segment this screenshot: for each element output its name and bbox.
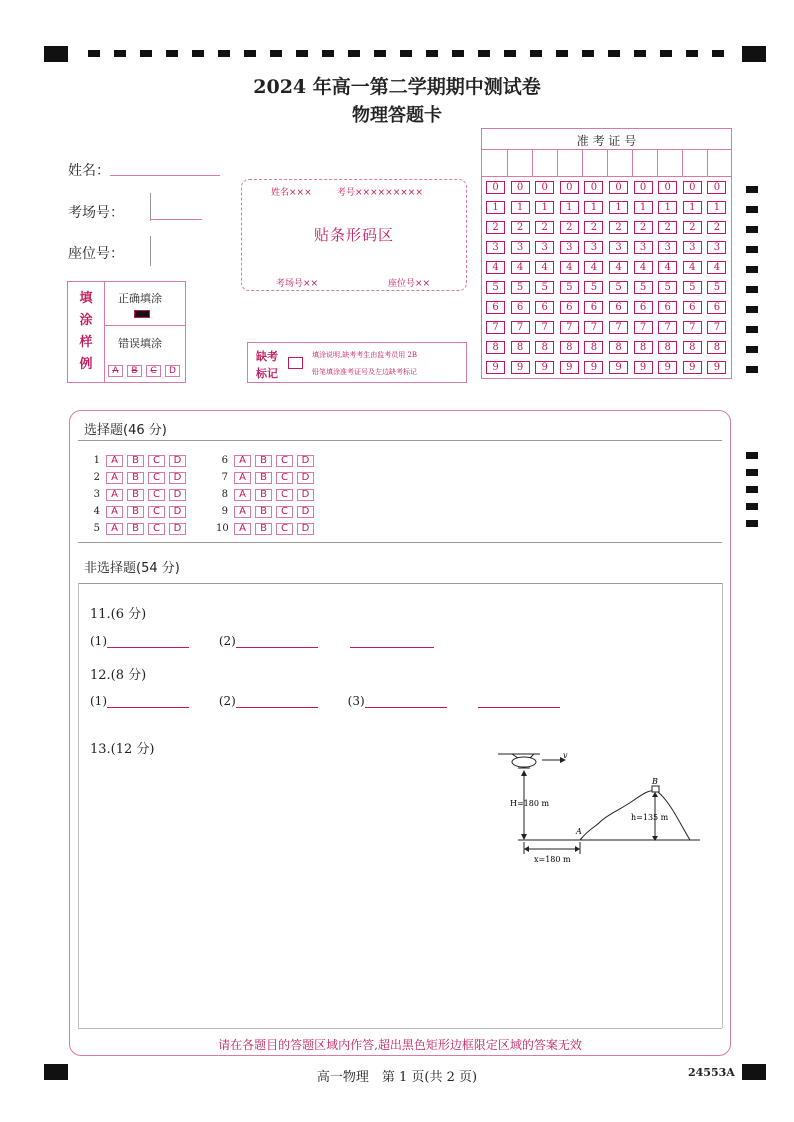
exam-id-bubble[interactable]: 1 xyxy=(486,201,505,214)
choice-question-number: 10 xyxy=(216,523,229,534)
choice-option-bubble[interactable]: B xyxy=(255,455,272,467)
exam-id-bubble[interactable]: 9 xyxy=(609,361,628,374)
q12-part-3b-blank[interactable] xyxy=(478,707,560,708)
timing-dash xyxy=(192,50,204,57)
choice-option-bubble[interactable]: B xyxy=(255,506,272,518)
exam-id-bubble[interactable]: 4 xyxy=(707,261,726,274)
choice-option-bubble[interactable]: D xyxy=(297,455,314,467)
timing-dash xyxy=(660,50,672,57)
exam-id-bubble[interactable]: 4 xyxy=(511,261,530,274)
exam-id-bubble[interactable]: 5 xyxy=(535,281,554,294)
exam-id-bubble[interactable]: 9 xyxy=(707,361,726,374)
choice-option-bubble[interactable]: A xyxy=(106,455,123,467)
choice-option-bubble[interactable]: C xyxy=(148,489,165,501)
corner-mark-top-left xyxy=(44,46,68,62)
timing-mark xyxy=(746,206,758,213)
exam-id-bubble[interactable]: 1 xyxy=(658,201,677,214)
choice-option-bubble[interactable]: A xyxy=(234,472,251,484)
choice-option-bubble[interactable]: D xyxy=(297,489,314,501)
choice-option-bubble[interactable]: C xyxy=(148,472,165,484)
distance-label: x=180 m xyxy=(534,855,571,864)
exam-id-write-cell[interactable] xyxy=(632,149,657,176)
timing-mark xyxy=(746,286,758,293)
exam-id-bubble[interactable]: 0 xyxy=(707,181,726,194)
exam-id-bubble[interactable]: 8 xyxy=(511,341,530,354)
choice-option-bubble[interactable]: B xyxy=(127,523,144,535)
exam-id-bubble[interactable]: 6 xyxy=(535,301,554,314)
exam-id-bubble[interactable]: 4 xyxy=(560,261,579,274)
exam-id-bubble[interactable]: 3 xyxy=(560,241,579,254)
exam-id-bubble[interactable]: 1 xyxy=(683,201,702,214)
exam-id-bubble[interactable]: 0 xyxy=(535,181,554,194)
choice-option-bubble[interactable]: C xyxy=(276,455,293,467)
exam-id-bubble[interactable]: 5 xyxy=(609,281,628,294)
hill-height-label: h=135 m xyxy=(631,813,669,822)
exam-id-bubble[interactable]: 5 xyxy=(658,281,677,294)
q12-part-2-blank[interactable] xyxy=(236,707,318,708)
exam-id-bubble[interactable]: 9 xyxy=(486,361,505,374)
q12-part-2-label: (2) xyxy=(218,694,236,708)
timing-dash xyxy=(348,50,360,57)
exam-id-bubble[interactable]: 3 xyxy=(486,241,505,254)
timing-mark xyxy=(746,326,758,333)
exam-id-bubble[interactable]: 6 xyxy=(511,301,530,314)
choice-answer-grid xyxy=(88,448,388,534)
choice-option-bubble[interactable]: B xyxy=(127,455,144,467)
height-label: H=180 m xyxy=(510,799,550,808)
exam-id-bubble[interactable]: 8 xyxy=(535,341,554,354)
exam-id-bubble[interactable]: 7 xyxy=(658,321,677,334)
exam-id-bubble[interactable]: 4 xyxy=(683,261,702,274)
exam-id-bubble[interactable]: 0 xyxy=(609,181,628,194)
choice-option-bubble[interactable]: D xyxy=(169,523,186,535)
choice-option-bubble[interactable]: D xyxy=(169,472,186,484)
exam-id-write-cell[interactable] xyxy=(557,149,582,176)
exam-id-bubble[interactable]: 8 xyxy=(560,341,579,354)
timing-mark xyxy=(746,520,758,527)
choice-question-row xyxy=(88,516,190,535)
timing-dash xyxy=(244,50,256,57)
wrong-fill-mark: C xyxy=(146,365,161,377)
timing-mark xyxy=(746,469,758,476)
exam-id-bubble[interactable]: 3 xyxy=(658,241,677,254)
choice-option-bubble[interactable]: D xyxy=(297,523,314,535)
answer-notice: 请在各题目的答题区域内作答,超出黑色矩形边框限定区域的答案无效 xyxy=(218,1038,582,1052)
footer-code: 24553A xyxy=(688,1066,735,1079)
exam-id-bubble[interactable]: 8 xyxy=(634,341,653,354)
timing-dash xyxy=(270,50,282,57)
exam-id-bubble[interactable]: 0 xyxy=(683,181,702,194)
exam-id-write-cell[interactable] xyxy=(532,149,557,176)
exam-id-bubble[interactable]: 2 xyxy=(707,221,726,234)
choice-question-number: 8 xyxy=(221,489,228,500)
timing-dash xyxy=(166,50,178,57)
timing-dash xyxy=(634,50,646,57)
absent-label-line2: 标记 xyxy=(256,367,278,380)
exam-id-bubbles xyxy=(482,181,731,381)
fill-sample-side-char: 样 xyxy=(79,335,93,350)
timing-mark xyxy=(746,186,758,193)
exam-id-bubble[interactable]: 2 xyxy=(560,221,579,234)
choice-option-bubble[interactable]: A xyxy=(234,489,251,501)
exam-id-bubble[interactable]: 8 xyxy=(609,341,628,354)
exam-id-bubble[interactable]: 6 xyxy=(707,301,726,314)
exam-id-bubble[interactable]: 5 xyxy=(486,281,505,294)
absent-note-line1: 填涂说明,缺考考生由监考员用 2B xyxy=(312,351,418,359)
timing-dash xyxy=(140,50,152,57)
exam-id-write-cell[interactable] xyxy=(482,149,507,176)
timing-mark xyxy=(746,346,758,353)
timing-dash xyxy=(452,50,464,57)
absent-note-line2: 铅笔填涂准考证号及左边缺考标记 xyxy=(312,368,417,376)
timing-mark xyxy=(746,306,758,313)
choice-question-number: 1 xyxy=(93,455,100,466)
wrong-fill-mark: A xyxy=(108,365,123,377)
exam-id-title: 准 考 证 号 xyxy=(576,134,637,148)
choice-question-row xyxy=(216,516,318,535)
room-label: 考场号： xyxy=(68,205,124,221)
choice-option-bubble[interactable]: A xyxy=(234,523,251,535)
choice-option-bubble[interactable]: B xyxy=(127,472,144,484)
exam-id-bubble[interactable]: 0 xyxy=(486,181,505,194)
exam-id-bubble[interactable]: 6 xyxy=(634,301,653,314)
timing-mark xyxy=(746,226,758,233)
exam-id-bubble[interactable]: 3 xyxy=(707,241,726,254)
exam-id-box xyxy=(481,128,732,379)
exam-title: 2024 年高一第二学期期中测试卷 xyxy=(253,76,541,98)
exam-id-bubble[interactable]: 3 xyxy=(609,241,628,254)
q12-part-3-label: (3) xyxy=(347,694,365,708)
choice-option-bubble[interactable]: A xyxy=(106,506,123,518)
barcode-name-field: 姓名××× xyxy=(271,188,312,198)
exam-id-bubble[interactable]: 7 xyxy=(683,321,702,334)
absent-checkbox[interactable] xyxy=(288,357,303,369)
choice-option-bubble[interactable]: B xyxy=(255,472,272,484)
exam-id-bubble[interactable]: 7 xyxy=(634,321,653,334)
exam-id-bubble[interactable]: 9 xyxy=(535,361,554,374)
q12-answer-row xyxy=(90,694,560,708)
timing-dash xyxy=(478,50,490,57)
exam-id-bubble[interactable]: 6 xyxy=(584,301,603,314)
exam-id-bubble[interactable]: 4 xyxy=(486,261,505,274)
exam-id-bubble[interactable]: 2 xyxy=(584,221,603,234)
timing-dash xyxy=(218,50,230,57)
exam-id-bubble[interactable]: 1 xyxy=(584,201,603,214)
choice-question-number: 6 xyxy=(221,455,228,466)
exam-id-bubble[interactable]: 1 xyxy=(634,201,653,214)
choice-option-bubble[interactable]: A xyxy=(106,472,123,484)
timing-dash xyxy=(608,50,620,57)
timing-dash xyxy=(400,50,412,57)
exam-id-bubble[interactable]: 8 xyxy=(658,341,677,354)
timing-mark xyxy=(746,486,758,493)
barcode-area xyxy=(241,179,467,291)
point-b-label: B xyxy=(652,777,658,786)
choice-question-number: 9 xyxy=(221,506,228,517)
exam-id-bubble[interactable]: 7 xyxy=(560,321,579,334)
exam-id-bubble[interactable]: 4 xyxy=(535,261,554,274)
timing-dash xyxy=(322,50,334,57)
exam-id-bubble[interactable]: 2 xyxy=(535,221,554,234)
q12-part-1-label: (1) xyxy=(90,694,107,708)
barcode-seat-field: 座位号×× xyxy=(388,279,431,289)
q11-title: 11.(6 分) xyxy=(90,607,147,622)
exam-id-bubble[interactable]: 4 xyxy=(609,261,628,274)
fill-sample-side-char: 涂 xyxy=(79,313,93,328)
exam-subtitle: 物理答题卡 xyxy=(352,105,442,126)
exam-id-bubble[interactable]: 9 xyxy=(658,361,677,374)
exam-id-write-cell[interactable] xyxy=(507,149,532,176)
choice-option-bubble[interactable]: D xyxy=(169,455,186,467)
timing-dash xyxy=(582,50,594,57)
choice-option-bubble[interactable]: B xyxy=(127,489,144,501)
choice-question-number: 2 xyxy=(93,472,100,483)
exam-id-bubble[interactable]: 6 xyxy=(486,301,505,314)
fill-sample-box xyxy=(67,281,186,383)
wrong-fill-mark: B xyxy=(127,365,142,377)
velocity-label: v xyxy=(563,751,568,760)
exam-id-bubble[interactable]: 9 xyxy=(584,361,603,374)
exam-id-bubble[interactable]: 2 xyxy=(486,221,505,234)
exam-id-bubble[interactable]: 3 xyxy=(511,241,530,254)
exam-id-bubble[interactable]: 5 xyxy=(707,281,726,294)
exam-id-bubble[interactable]: 6 xyxy=(658,301,677,314)
choice-option-bubble[interactable]: C xyxy=(148,506,165,518)
choice-option-bubble[interactable]: A xyxy=(234,455,251,467)
choice-option-bubble[interactable]: D xyxy=(169,506,186,518)
exam-id-bubble[interactable]: 0 xyxy=(634,181,653,194)
exam-id-bubble[interactable]: 6 xyxy=(683,301,702,314)
exam-id-bubble[interactable]: 2 xyxy=(511,221,530,234)
correct-fill-mark xyxy=(134,310,150,318)
wrong-fill-mark: D xyxy=(165,365,180,377)
timing-dash xyxy=(504,50,516,57)
exam-id-bubble[interactable]: 7 xyxy=(535,321,554,334)
timing-dash xyxy=(426,50,438,57)
fill-sample-side-label xyxy=(68,282,105,382)
correct-fill-label: 正确填涂 xyxy=(118,292,162,305)
timing-dash xyxy=(114,50,126,57)
absent-label-line1: 缺考 xyxy=(256,350,278,363)
exam-id-bubble[interactable]: 4 xyxy=(584,261,603,274)
exam-id-bubble[interactable]: 8 xyxy=(486,341,505,354)
exam-id-write-cell[interactable] xyxy=(582,149,607,176)
q13-figure xyxy=(494,748,706,868)
timing-dash xyxy=(296,50,308,57)
q11-part-1-label: (1) xyxy=(90,634,107,648)
exam-id-bubble[interactable]: 5 xyxy=(511,281,530,294)
choice-question-number: 5 xyxy=(93,523,100,534)
exam-id-write-cell[interactable] xyxy=(657,149,682,176)
exam-id-bubble[interactable]: 9 xyxy=(683,361,702,374)
exam-id-bubble[interactable]: 3 xyxy=(584,241,603,254)
timing-dash xyxy=(530,50,542,57)
choice-option-bubble[interactable]: D xyxy=(169,489,186,501)
timing-dash xyxy=(556,50,568,57)
exam-id-bubble[interactable]: 9 xyxy=(560,361,579,374)
exam-id-bubble[interactable]: 7 xyxy=(486,321,505,334)
choice-option-bubble[interactable]: A xyxy=(234,506,251,518)
exam-id-bubble[interactable]: 7 xyxy=(609,321,628,334)
exam-id-bubble[interactable]: 4 xyxy=(658,261,677,274)
exam-id-bubble[interactable]: 3 xyxy=(634,241,653,254)
choice-question-number: 7 xyxy=(221,472,228,483)
exam-id-bubble[interactable]: 3 xyxy=(535,241,554,254)
exam-id-bubble[interactable]: 1 xyxy=(511,201,530,214)
exam-id-bubble[interactable]: 2 xyxy=(658,221,677,234)
seat-label: 座位号： xyxy=(68,246,124,262)
exam-id-bubble[interactable]: 1 xyxy=(535,201,554,214)
exam-id-bubble[interactable]: 1 xyxy=(609,201,628,214)
exam-id-bubble[interactable]: 7 xyxy=(511,321,530,334)
exam-id-bubble[interactable]: 7 xyxy=(584,321,603,334)
timing-mark xyxy=(746,503,758,510)
timing-dash xyxy=(88,50,100,57)
choice-option-bubble[interactable]: C xyxy=(276,489,293,501)
q11-part-2b-blank[interactable] xyxy=(350,647,434,648)
exam-id-bubble[interactable]: 1 xyxy=(707,201,726,214)
exam-id-bubble[interactable]: 1 xyxy=(560,201,579,214)
fill-sample-side-char: 例 xyxy=(79,357,93,372)
exam-id-bubble[interactable]: 9 xyxy=(511,361,530,374)
choice-question-number: 4 xyxy=(93,506,100,517)
room-field[interactable] xyxy=(150,219,202,220)
exam-id-bubble[interactable]: 4 xyxy=(634,261,653,274)
choice-option-bubble[interactable]: C xyxy=(148,455,165,467)
timing-mark xyxy=(746,266,758,273)
exam-id-bubble[interactable]: 3 xyxy=(683,241,702,254)
fill-sample-side-char: 填 xyxy=(79,291,93,306)
exam-id-bubble[interactable]: 5 xyxy=(683,281,702,294)
q11-part-2-blank[interactable] xyxy=(236,647,318,648)
timing-mark xyxy=(746,366,758,373)
exam-id-bubble[interactable]: 0 xyxy=(511,181,530,194)
choice-option-bubble[interactable]: C xyxy=(276,472,293,484)
barcode-exam-no-field: 考号××××××××× xyxy=(337,188,423,198)
choice-option-bubble[interactable]: A xyxy=(106,523,123,535)
exam-id-bubble[interactable]: 6 xyxy=(560,301,579,314)
timing-dash xyxy=(374,50,386,57)
exam-id-bubble[interactable]: 2 xyxy=(634,221,653,234)
exam-id-bubble[interactable]: 6 xyxy=(609,301,628,314)
timing-mark xyxy=(746,246,758,253)
q12-title: 12.(8 分) xyxy=(90,668,147,683)
name-field[interactable] xyxy=(110,175,220,176)
exam-id-bubble[interactable]: 2 xyxy=(609,221,628,234)
q11-part-2-label: (2) xyxy=(218,634,236,648)
exam-id-bubble[interactable]: 8 xyxy=(707,341,726,354)
drone-icon xyxy=(498,754,540,768)
barcode-label: 贴条形码区 xyxy=(313,226,394,244)
exam-id-bubble[interactable]: 5 xyxy=(634,281,653,294)
choice-option-bubble[interactable]: C xyxy=(276,523,293,535)
timing-marks-top xyxy=(88,50,728,58)
q11-answer-row xyxy=(90,634,434,648)
choice-option-bubble[interactable]: C xyxy=(276,506,293,518)
choice-option-bubble[interactable]: D xyxy=(297,472,314,484)
name-label: 姓名： xyxy=(68,163,110,179)
timing-dash xyxy=(712,50,724,57)
barcode-room-field: 考场号×× xyxy=(276,279,319,289)
exam-id-bubble[interactable]: 2 xyxy=(683,221,702,234)
point-b-marker xyxy=(652,786,659,792)
exam-id-bubble[interactable]: 8 xyxy=(584,341,603,354)
timing-dash xyxy=(686,50,698,57)
wrong-fill-label: 错误填涂 xyxy=(118,337,162,350)
choice-option-bubble[interactable]: B xyxy=(127,506,144,518)
exam-id-bubble[interactable]: 9 xyxy=(634,361,653,374)
q12-part-3-blank[interactable] xyxy=(365,707,447,708)
choice-section-title: 选择题(46 分) xyxy=(84,423,167,438)
exam-id-write-cell[interactable] xyxy=(707,149,732,176)
choice-option-bubble[interactable]: D xyxy=(297,506,314,518)
choice-option-bubble[interactable]: A xyxy=(106,489,123,501)
timing-marks-right xyxy=(746,0,758,1122)
exam-id-bubble[interactable]: 0 xyxy=(560,181,579,194)
q12-part-1-blank[interactable] xyxy=(107,707,189,708)
wrong-fill-marks xyxy=(108,358,186,376)
q13-title: 13.(12 分) xyxy=(90,742,155,757)
q11-part-1-blank[interactable] xyxy=(107,647,189,648)
choice-question-number: 3 xyxy=(93,489,100,500)
point-a-label: A xyxy=(576,827,582,836)
footer-page-text: 高一物理 第 1 页(共 2 页) xyxy=(316,1070,478,1085)
choice-option-bubble[interactable]: B xyxy=(255,489,272,501)
exam-id-bubble[interactable]: 5 xyxy=(584,281,603,294)
choice-option-bubble[interactable]: B xyxy=(255,523,272,535)
exam-id-bubble[interactable]: 8 xyxy=(683,341,702,354)
exam-id-bubble[interactable]: 7 xyxy=(707,321,726,334)
exam-id-write-cell[interactable] xyxy=(682,149,707,176)
exam-id-bubble[interactable]: 0 xyxy=(658,181,677,194)
exam-id-write-cell[interactable] xyxy=(607,149,632,176)
exam-id-bubble[interactable]: 5 xyxy=(560,281,579,294)
exam-id-bubble[interactable]: 0 xyxy=(584,181,603,194)
non-choice-section-title: 非选择题(54 分) xyxy=(84,561,180,576)
timing-mark xyxy=(746,452,758,459)
absent-mark-box xyxy=(247,342,467,383)
choice-option-bubble[interactable]: C xyxy=(148,523,165,535)
